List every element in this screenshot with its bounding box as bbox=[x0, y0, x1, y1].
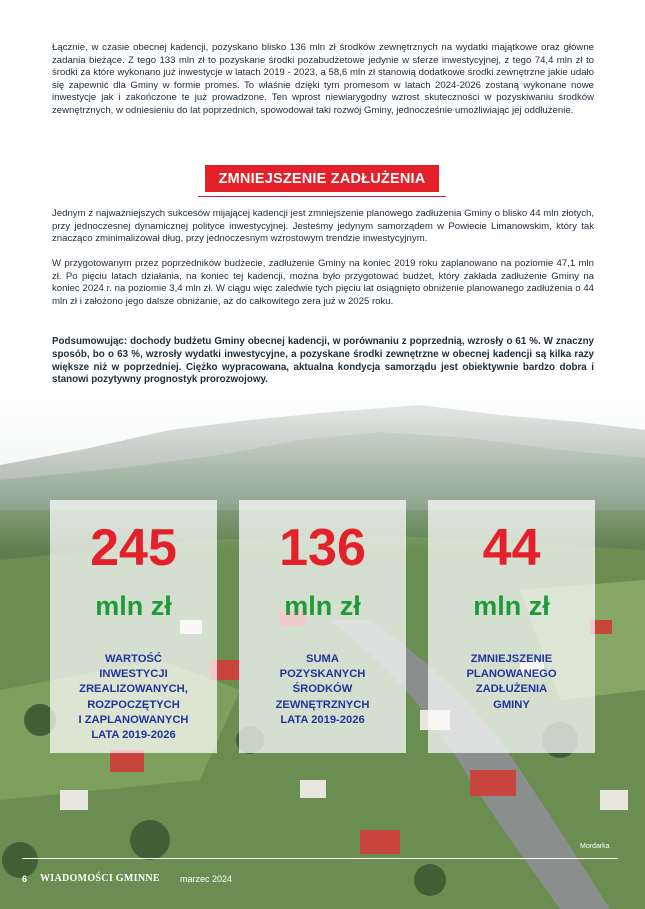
stat-unit: mln zł bbox=[284, 591, 361, 621]
stat-card-investments bbox=[50, 500, 217, 753]
magazine-title: WIADOMOŚCI GMINNE bbox=[40, 873, 160, 884]
stat-unit: mln zł bbox=[95, 591, 172, 621]
stat-label: WARTOŚĆ INWESTYCJI ZREALIZOWANYCH, ROZPOCZĘTYCH I ZAPLANOWANYCH LATA 2019-2026 bbox=[78, 653, 189, 742]
summary-paragraph: Podsumowując: dochody budżetu Gminy obecnej kadencji, w porównaniu z poprzednią, wzrosły o 61 %. W znaczny sposób, bo o 63 %, wzrosły wydatki inwestycyjne, a pozyskane środki zewnętrzne w obecnej kadencji są kilka razy większe niż w poprzedniej. Ciężko wypracowana, aktualna kondycja samorządu jest obiektywnie bardzo dobra i stanowi pozytywny prognostyk prorozwojowy. bbox=[52, 336, 594, 386]
page-number: 6 bbox=[22, 874, 28, 884]
stat-unit: mln zł bbox=[473, 591, 550, 621]
stat-label: SUMA POZYSKANYCH ŚRODKÓW ZEWNĘTRZNYCH LATA 2019-2026 bbox=[275, 653, 370, 726]
footer-divider bbox=[22, 858, 618, 859]
stat-card-external-funds bbox=[239, 500, 406, 753]
stat-label: ZMNIEJSZENIE PLANOWANEGO ZADŁUŻENIA GMINY bbox=[466, 653, 557, 711]
stat-value: 245 bbox=[90, 519, 177, 577]
debt-paragraph-1: Jednym z najważniejszych sukcesów mijającej kadencji jest zmniejszenie planowego zadłużenia Gminy o blisko 44 mln złotych, przy jednoczesnej dynamicznej polityce inwestycyjnej. Jesteśmy jedynym samorządem w Powiecie Limanowskim, który tak znacząco zminimalizował dług, przy jednoczesnym wzrostowym trendzie inwestycyjnym. bbox=[52, 208, 594, 245]
stat-card-debt-reduction bbox=[428, 500, 595, 753]
section-heading: ZMNIEJSZENIE ZADŁUŻENIA bbox=[205, 165, 439, 192]
stat-value: 44 bbox=[482, 519, 541, 577]
stat-value: 136 bbox=[279, 519, 366, 577]
debt-paragraph-2: W przygotowanym przez poprzedników budżecie, zadłużenie Gminy na koniec 2019 roku zaplanowano na poziomie 47,1 mln zł. Po pięciu latach działania, na koniec tej kadencji, można było przygotować budżet, który zakłada zadłużenie Gminy na koniec 2024 r. na poziomie 3,4 mln zł. W ciągu więc zaledwie tych pięciu lat osiągnięto obniżenie planowanego zadłużenia o 44 mln zł i założono jego dalsze obniżanie, aż do całkowitego zera już w 2025 roku. bbox=[52, 258, 594, 307]
issue-date: marzec 2024 bbox=[180, 874, 233, 884]
photo-credit: Mordarka bbox=[580, 843, 610, 850]
heading-underline bbox=[198, 196, 446, 197]
intro-paragraph: Łącznie, w czasie obecnej kadencji, pozyskano blisko 136 mln zł środków zewnętrznych na wydatki majątkowe oraz główne zadania bieżące. Z tego 133 mln zł to pozyskane środki pozabudżetowe jedynie w sferze inwestycyjnej, z tego 74,4 mln zł to środki za które wykonano już inwestycje w latach 2019 - 2023, a 58,6 mln zł stanowią dodatkowe środki zewnętrzne jakie udało się zapewnić dla Gminy w formie promes. To właśnie dzięki tym promesom w latach 2024-2026 zostaną wykonane nowe inwestycje jak i zakończone te już prowadzone. Ten wprost niewiarygodny wzrost skuteczności w pozyskiwaniu środków zewnętrznych, w odniesieniu do lat poprzednich, spowodował taki rozwój Gminy, jednocześnie umożliwiając jej oddłużenie. bbox=[52, 42, 594, 116]
